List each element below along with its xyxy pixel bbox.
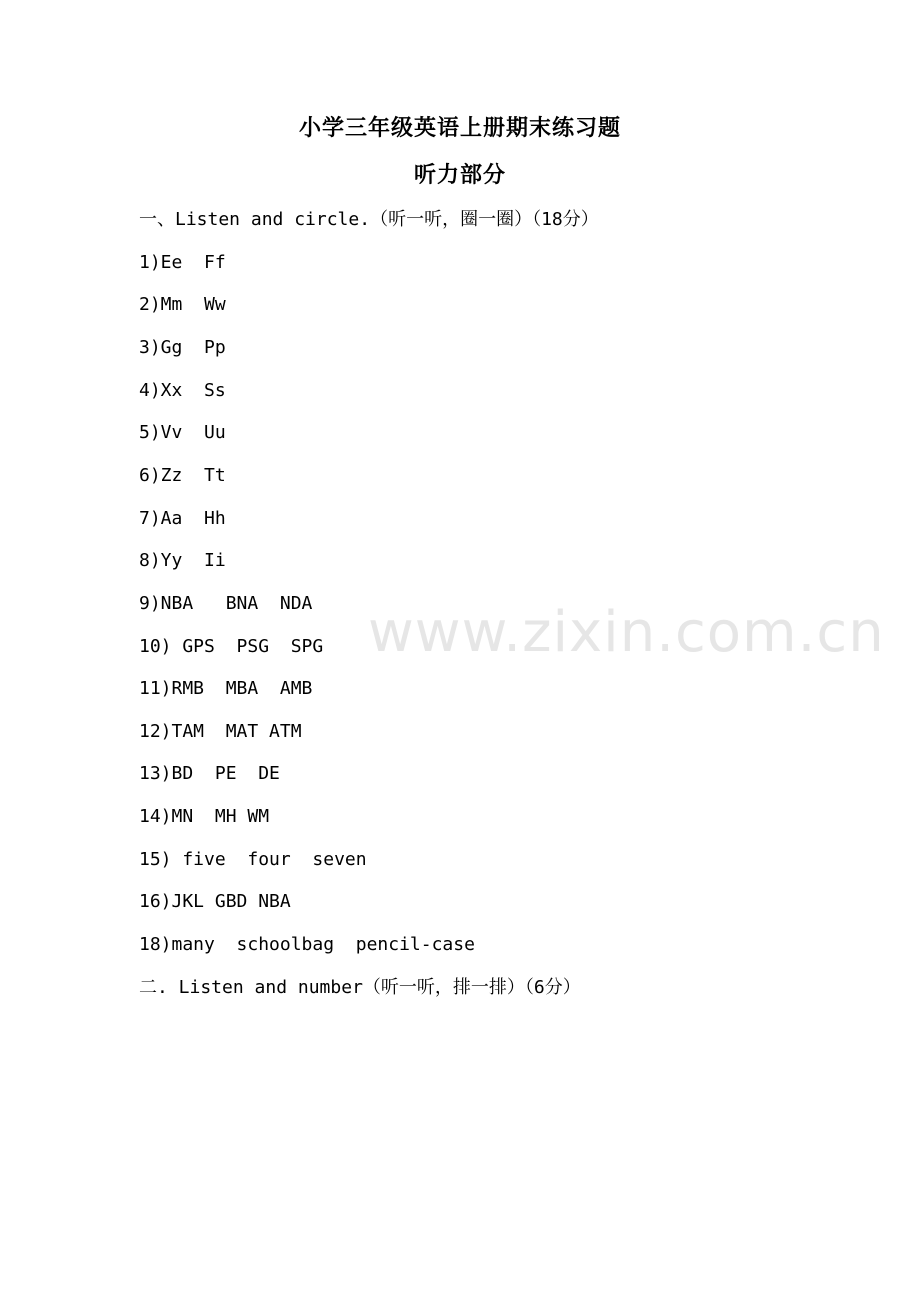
question-item: 14)MN MH WM (139, 806, 270, 827)
question-item: 2)Mm Ww (139, 294, 226, 315)
section-1-heading: 一、Listen and circle.（听一听，圈一圈）（18分） (139, 209, 599, 230)
question-item: 15) five four seven (139, 849, 367, 870)
question-item: 11)RMB MBA AMB (139, 678, 313, 699)
question-item: 8)Yy Ii (139, 550, 226, 571)
question-item: 5)Vv Uu (139, 422, 226, 443)
page-title: 小学三年级英语上册期末练习题 (298, 115, 621, 141)
watermark: www.zixin.com.cn (368, 600, 885, 665)
question-item: 4)Xx Ss (139, 380, 226, 401)
question-item: 16)JKL GBD NBA (139, 891, 291, 912)
page-subtitle: 听力部分 (413, 162, 506, 188)
question-item: 1)Ee Ff (139, 252, 226, 273)
question-item: 3)Gg Pp (139, 337, 226, 358)
question-item: 10) GPS PSG SPG (139, 636, 324, 657)
section-2-heading: 二. Listen and number（听一听，排一排）（6分） (139, 977, 581, 998)
question-item: 13)BD PE DE (139, 763, 280, 784)
question-item: 12)TAM MAT ATM (139, 721, 302, 742)
question-item: 7)Aa Hh (139, 508, 226, 529)
question-item: 9)NBA BNA NDA (139, 593, 313, 614)
question-item: 6)Zz Tt (139, 465, 226, 486)
question-item: 18)many schoolbag pencil-case (139, 934, 475, 955)
